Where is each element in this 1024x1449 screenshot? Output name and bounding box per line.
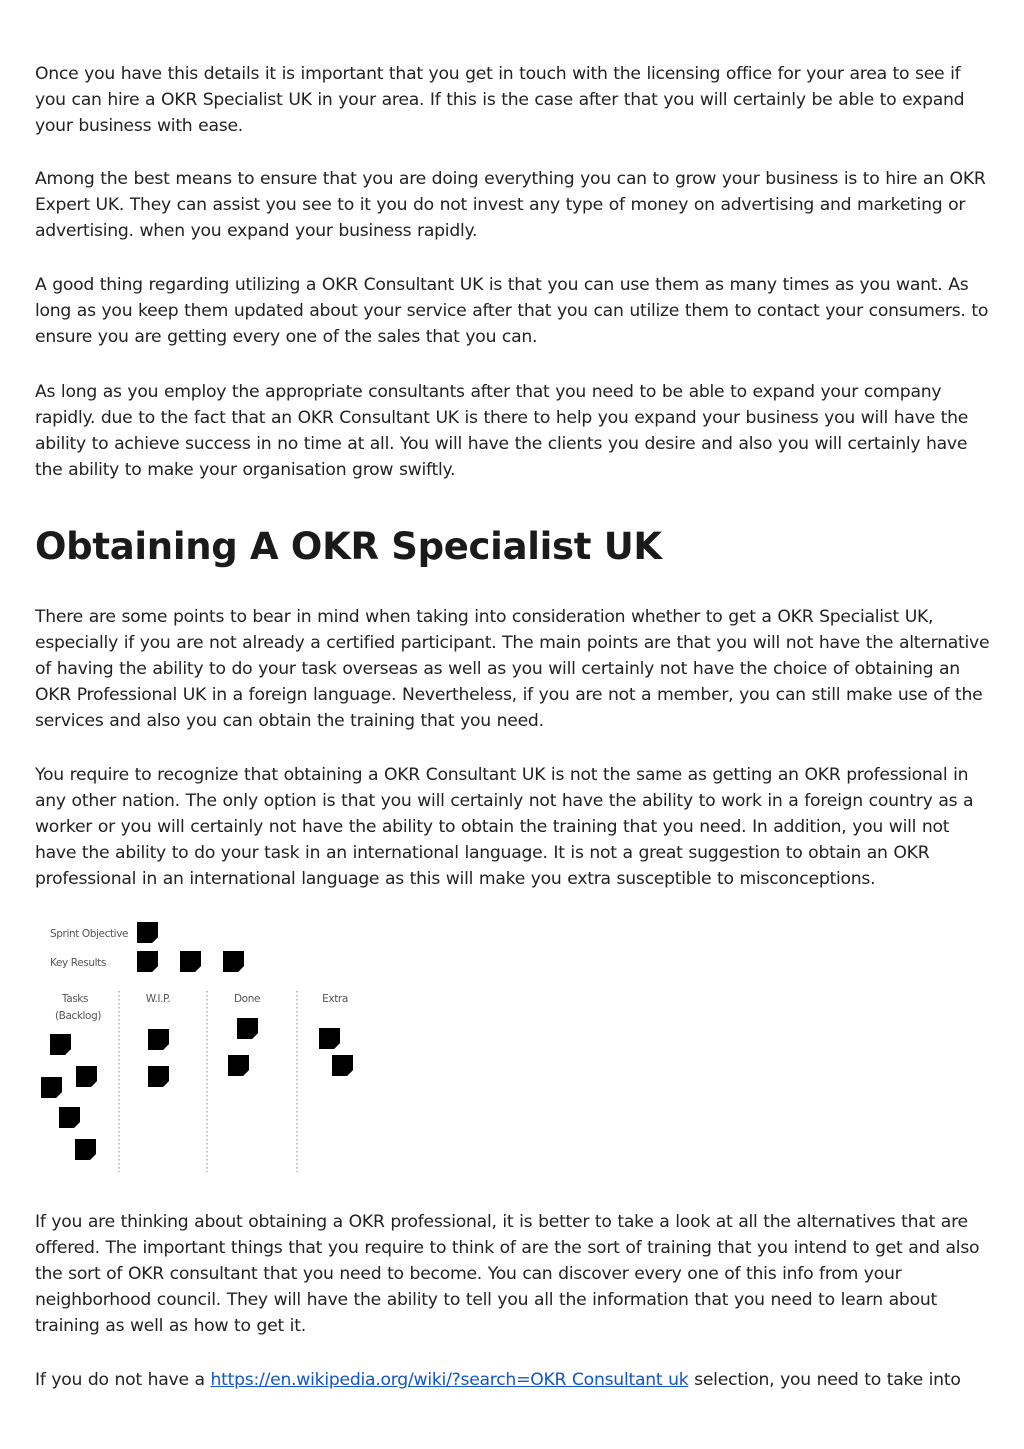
paragraph-2: Among the best means to ensure that you are doing everything you can to grow your business is to hire an OKR Expert UK. They can assist you see to it you do not invest any type of money on advertising and marketing or advertising. when you expand your business rapidly.	[35, 169, 986, 241]
paragraph-5: There are some points to bear in mind when taking into consideration whether to get a OKR Specialist UK, especially if you are not already a certified participant. The main points are that you will not have the alternative of having the ability to do your task overseas as well as you will certainly not have the choice of obtaining an OKR Professional UK in a foreign language. Nevertheless, if you are not a member, you can still make use of the services and also you can obtain the training that you need.	[35, 607, 990, 731]
task-note-icon	[59, 1107, 80, 1128]
extra-note-icon	[319, 1028, 340, 1049]
task-note-icon	[76, 1066, 97, 1087]
key-result-note-icon	[223, 951, 244, 972]
done-note-icon	[237, 1018, 258, 1039]
extra-note-icon	[332, 1055, 353, 1076]
paragraph-8-text-after: selection, you need to take into	[688, 1370, 961, 1390]
done-note-icon	[228, 1055, 249, 1076]
sprint-objective-label: Sprint Objective	[50, 928, 129, 940]
paragraph-6: You require to recognize that obtaining a OKR Consultant UK is not the same as getting an OKR professional in any other nation. The only option is that you will certainly not have the ability to work in a foreign country as a worker or you will certainly not have the ability to obtain the training that you need. In addition, you will not have the ability to do your task in an international language. It is not a great suggestion to obtain an OKR professional in an international language as this will make you extra susceptible to misconceptions.	[35, 765, 974, 889]
column-done-label: Done	[233, 993, 261, 1005]
sprint-board-illustration	[38, 915, 368, 1177]
key-result-note-icon	[180, 951, 201, 972]
paragraph-3: A good thing regarding utilizing a OKR Consultant UK is that you can use them as many times as you want. As long as you keep them updated about your service after that you can utilize them to contact your consumers. to ensure you are getting every one of the sales that you can.	[35, 275, 989, 347]
paragraph-8	[35, 1367, 995, 1393]
task-note-icon	[50, 1034, 71, 1055]
paragraph-1: Once you have this details it is important that you get in touch with the licensing office for your area to see if you can hire a OKR Specialist UK in your area. If this is the case after that you will certainly be able to expand your business with ease.	[35, 64, 965, 136]
article-body	[35, 61, 995, 892]
wikipedia-search-link[interactable]: https://en.wikipedia.org/wiki/?search=OKR Consultant uk	[210, 1370, 689, 1390]
wip-note-icon	[148, 1029, 169, 1050]
column-tasks-label: Tasks	[61, 993, 89, 1005]
sprint-objective-note-icon	[137, 922, 158, 943]
wip-note-icon	[148, 1066, 169, 1087]
column-tasks-sublabel: (Backlog)	[54, 1010, 102, 1022]
paragraph-7: If you are thinking about obtaining a OKR professional, it is better to take a look at all the alternatives that are offered. The important things that you require to think of are the sort of training that you intend to get and also the sort of OKR consultant that you need to become. You can discover every one of this info from your neighborhood council. They will have the ability to tell you all the information that you need to learn about training as well as how to get it.	[35, 1212, 980, 1336]
paragraph-8-text-before: If you do not have a	[35, 1370, 211, 1390]
column-extra-label: Extra	[322, 993, 348, 1005]
section-heading: Obtaining A OKR Specialist UK	[35, 525, 662, 568]
paragraph-4: As long as you employ the appropriate consultants after that you need to be able to expand your company rapidly. due to the fact that an OKR Consultant UK is there to help you expand your business you will have the ability to achieve success in no time at all. You will have the clients you desire and also you will certainly have the ability to make your organisation grow swiftly.	[35, 382, 969, 480]
task-note-icon	[41, 1077, 62, 1098]
key-results-label: Key Results	[50, 957, 106, 969]
column-wip-label: W.I.P.	[145, 993, 171, 1005]
task-note-icon	[75, 1139, 96, 1160]
key-result-note-icon	[137, 951, 158, 972]
